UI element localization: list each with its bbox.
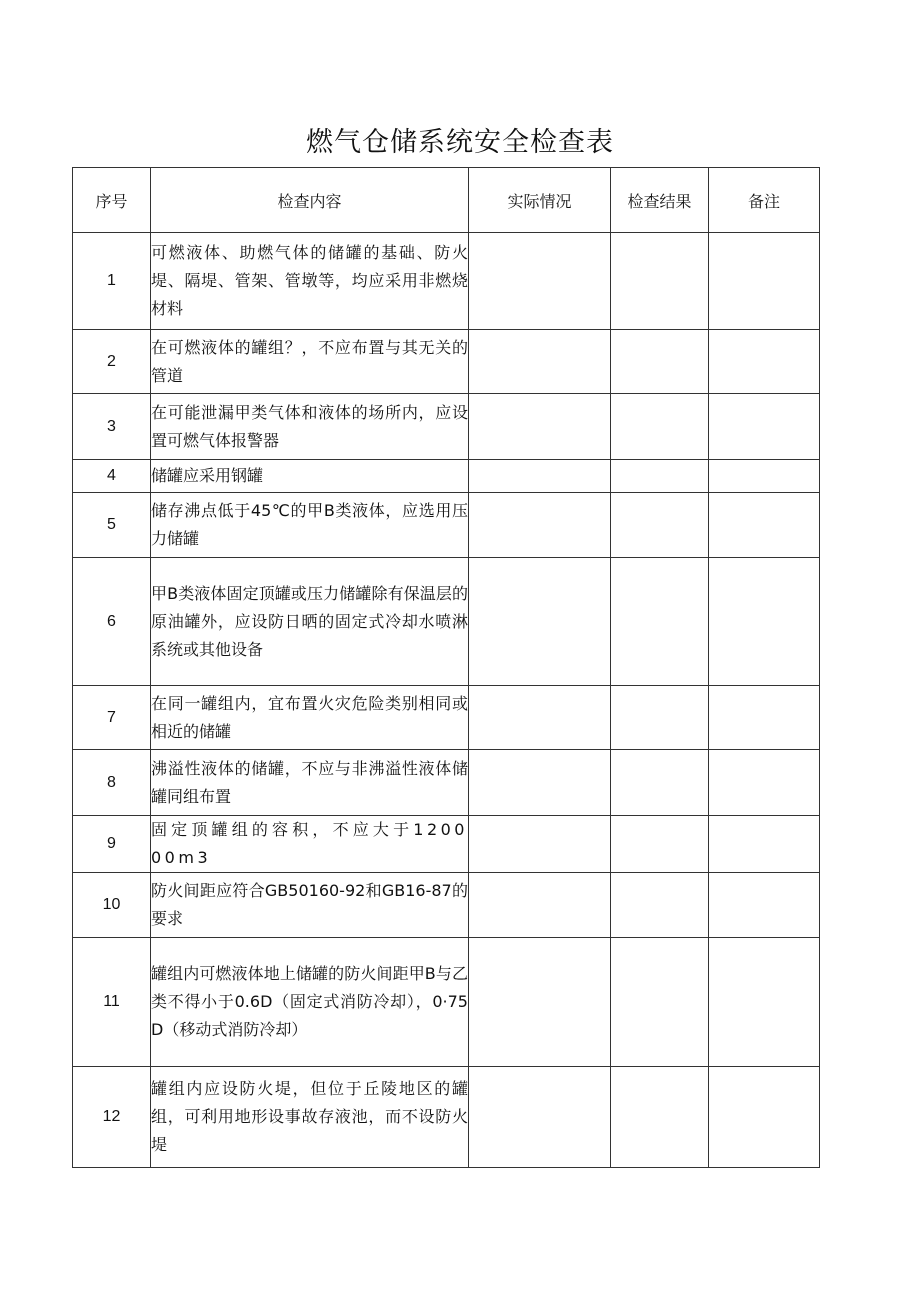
table-row xyxy=(73,558,820,686)
row-number: 9 xyxy=(73,816,151,873)
note-cell[interactable] xyxy=(709,493,820,558)
note-cell[interactable] xyxy=(709,558,820,686)
table-row xyxy=(73,686,820,750)
note-cell[interactable] xyxy=(709,460,820,493)
row-number: 5 xyxy=(73,493,151,558)
note-cell[interactable] xyxy=(709,750,820,816)
row-number: 12 xyxy=(73,1067,151,1168)
result-cell[interactable] xyxy=(611,330,709,394)
row-content: 甲B类液体固定顶罐或压力储罐除有保温层的原油罐外，应设防日晒的固定式冷却水喷淋系统或其他设备 xyxy=(151,558,469,686)
result-cell[interactable] xyxy=(611,460,709,493)
table-row xyxy=(73,330,820,394)
table-row xyxy=(73,233,820,330)
table-row xyxy=(73,460,820,493)
actual-cell[interactable] xyxy=(469,233,611,330)
page-title: 燃气仓储系统安全检查表 xyxy=(306,127,614,158)
row-number: 7 xyxy=(73,686,151,750)
table-row xyxy=(73,816,820,873)
actual-cell[interactable] xyxy=(469,686,611,750)
note-cell[interactable] xyxy=(709,330,820,394)
result-cell[interactable] xyxy=(611,493,709,558)
actual-cell[interactable] xyxy=(469,330,611,394)
note-cell[interactable] xyxy=(709,233,820,330)
note-cell[interactable] xyxy=(709,1067,820,1168)
row-content: 在可能泄漏甲类气体和液体的场所内，应设置可燃气体报警器 xyxy=(151,394,469,460)
actual-cell[interactable] xyxy=(469,558,611,686)
result-cell[interactable] xyxy=(611,686,709,750)
row-content: 防火间距应符合GB50160-92和GB16-87的要求 xyxy=(151,873,469,938)
actual-cell[interactable] xyxy=(469,750,611,816)
note-cell[interactable] xyxy=(709,686,820,750)
inspection-table xyxy=(72,167,820,1168)
result-cell[interactable] xyxy=(611,873,709,938)
row-content: 储罐应采用钢罐 xyxy=(151,460,469,493)
actual-cell[interactable] xyxy=(469,493,611,558)
row-content: 在同一罐组内，宜布置火灾危险类别相同或相近的储罐 xyxy=(151,686,469,750)
header-note: 备注 xyxy=(709,168,820,233)
actual-cell[interactable] xyxy=(469,938,611,1067)
result-cell[interactable] xyxy=(611,1067,709,1168)
actual-cell[interactable] xyxy=(469,460,611,493)
note-cell[interactable] xyxy=(709,938,820,1067)
row-number: 8 xyxy=(73,750,151,816)
row-content: 可燃液体、助燃气体的储罐的基础、防火堤、隔堤、管架、管墩等，均应采用非燃烧材料 xyxy=(151,233,469,330)
note-cell[interactable] xyxy=(709,873,820,938)
header-actual: 实际情况 xyxy=(469,168,611,233)
row-number: 6 xyxy=(73,558,151,686)
note-cell[interactable] xyxy=(709,394,820,460)
row-number: 3 xyxy=(73,394,151,460)
row-number: 2 xyxy=(73,330,151,394)
actual-cell[interactable] xyxy=(469,873,611,938)
table-row xyxy=(73,750,820,816)
result-cell[interactable] xyxy=(611,233,709,330)
result-cell[interactable] xyxy=(611,816,709,873)
result-cell[interactable] xyxy=(611,750,709,816)
table-header-row xyxy=(73,168,820,233)
result-cell[interactable] xyxy=(611,558,709,686)
table-row xyxy=(73,873,820,938)
actual-cell[interactable] xyxy=(469,394,611,460)
table-row xyxy=(73,394,820,460)
row-content: 在可燃液体的罐组？，不应布置与其无关的管道 xyxy=(151,330,469,394)
row-content: 罐组内可燃液体地上储罐的防火间距甲B与乙类不得小于0.6D（固定式消防冷却），0·75D（移动式消防冷却） xyxy=(151,938,469,1067)
header-result: 检查结果 xyxy=(611,168,709,233)
header-number: 序号 xyxy=(73,168,151,233)
table-row xyxy=(73,493,820,558)
row-number: 4 xyxy=(73,460,151,493)
result-cell[interactable] xyxy=(611,938,709,1067)
note-cell[interactable] xyxy=(709,816,820,873)
row-number: 11 xyxy=(73,938,151,1067)
actual-cell[interactable] xyxy=(469,1067,611,1168)
row-content: 储存沸点低于45℃的甲B类液体，应选用压力储罐 xyxy=(151,493,469,558)
actual-cell[interactable] xyxy=(469,816,611,873)
row-content: 固定顶罐组的容积，不应大于120000m3 xyxy=(151,816,469,873)
row-number: 10 xyxy=(73,873,151,938)
result-cell[interactable] xyxy=(611,394,709,460)
header-content: 检查内容 xyxy=(151,168,469,233)
row-number: 1 xyxy=(73,233,151,330)
row-content: 罐组内应设防火堤，但位于丘陵地区的罐组，可利用地形设事故存液池，而不设防火堤 xyxy=(151,1067,469,1168)
table-row xyxy=(73,938,820,1067)
table-row xyxy=(73,1067,820,1168)
row-content: 沸溢性液体的储罐，不应与非沸溢性液体储罐同组布置 xyxy=(151,750,469,816)
